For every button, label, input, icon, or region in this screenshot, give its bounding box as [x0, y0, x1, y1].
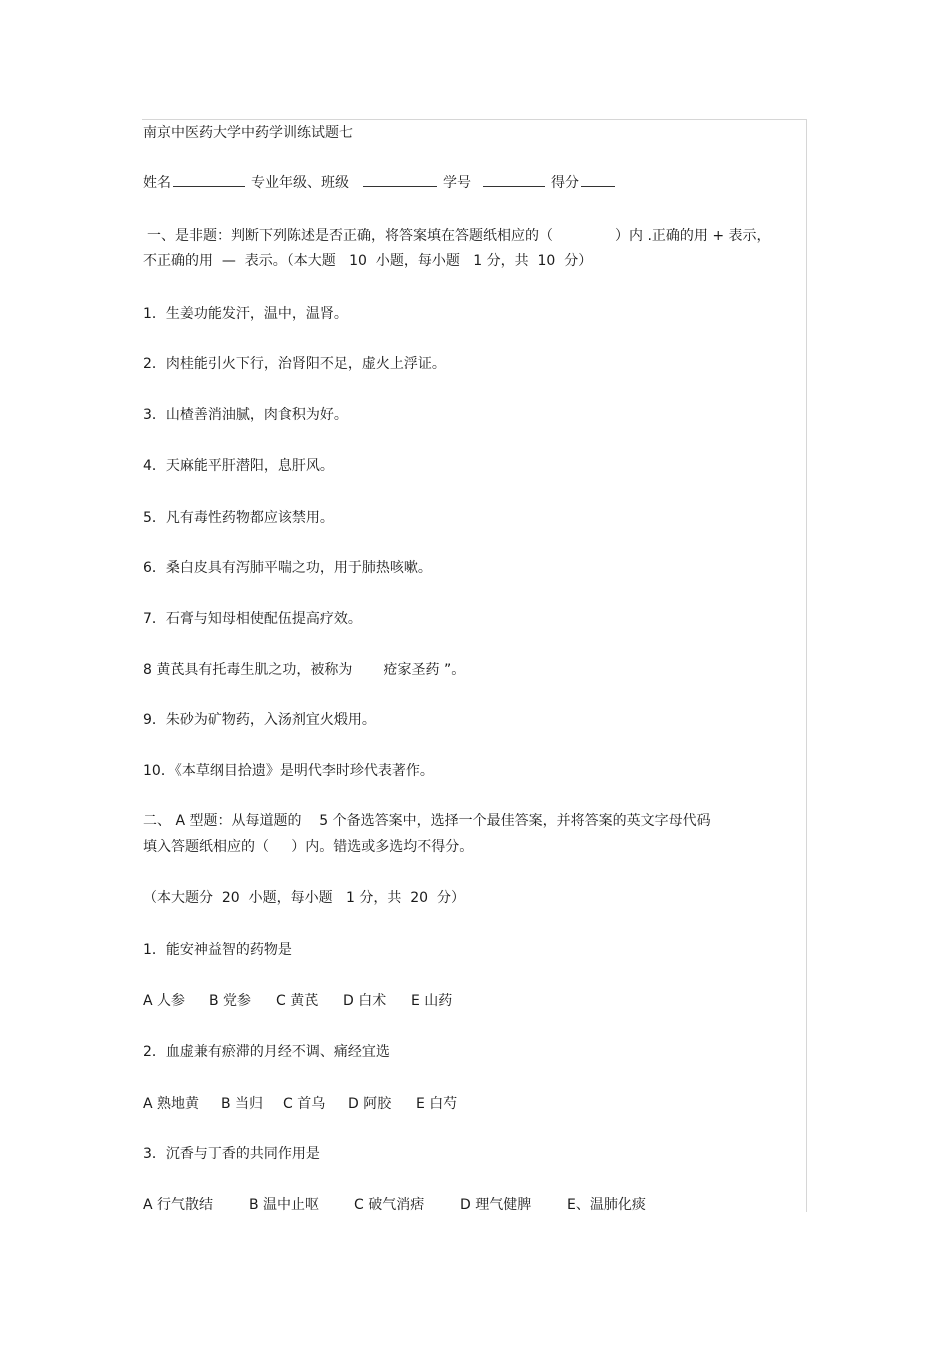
section1-instruction-line1: 一、是非题：判断下列陈述是否正确，将答案填在答题纸相应的（ ）内 .正确的用 + 表示， [147, 228, 771, 244]
id-blank[interactable] [483, 173, 545, 187]
section2-instruction-line1: 二、 A 型题：从每道题的 5 个备选答案中，选择一个最佳答案，并将答案的英文字母代码 [143, 813, 711, 829]
q3-option-b[interactable]: B 温中止呕 [249, 1197, 320, 1213]
section2-instruction-line2: 填入答题纸相应的（ ）内。错选或多选均不得分。 [143, 839, 474, 855]
q1-option-e[interactable]: E 山药 [411, 993, 453, 1009]
question-2-stem: 2．血虚兼有瘀滞的月经不调、痛经宜选 [143, 1044, 390, 1060]
q2-option-a[interactable]: A 熟地黄 [143, 1096, 200, 1112]
q1-option-d[interactable]: D 白术 [343, 993, 387, 1009]
exam-title: 南京中医药大学中药学训练试题七 [143, 125, 353, 141]
q1-option-b[interactable]: B 党参 [209, 993, 252, 1009]
tf-item-9: 9．朱砂为矿物药，入汤剂宜火煅用。 [143, 712, 376, 728]
major-label: 专业年级、班级 [251, 175, 349, 191]
question-3-stem: 3．沉香与丁香的共同作用是 [143, 1146, 320, 1162]
section1-instruction-line2: 不正确的用 — 表示。（本大题 10 小题，每小题 1 分，共 10 分） [143, 253, 593, 269]
tf-item-7: 7．石膏与知母相使配伍提高疗效。 [143, 611, 362, 627]
q1-option-c[interactable]: C 黄芪 [276, 993, 319, 1009]
tf-item-6: 6．桑白皮具有泻肺平喘之功，用于肺热咳嗽。 [143, 560, 432, 576]
tf-item-2: 2．肉桂能引火下行，治肾阳不足，虚火上浮证。 [143, 356, 446, 372]
q3-option-c[interactable]: C 破气消痞 [354, 1197, 425, 1213]
tf-item-1: 1．生姜功能发汗，温中，温肾。 [143, 306, 348, 322]
q3-option-e[interactable]: E、温肺化痰 [567, 1197, 646, 1213]
tf-item-3: 3．山楂善消油腻，肉食积为好。 [143, 407, 348, 423]
score-label: 得分 [551, 175, 579, 191]
tf-item-10: 10．《本草纲目拾遗》是明代李时珍代表著作。 [143, 763, 434, 779]
q2-option-d[interactable]: D 阿胶 [348, 1096, 392, 1112]
tf-item-5: 5．凡有毒性药物都应该禁用。 [143, 510, 334, 526]
tf-item-8: 8 黄芪具有托毒生肌之功，被称为 疮家圣药 ”。 [143, 662, 466, 678]
q1-option-a[interactable]: A 人参 [143, 993, 186, 1009]
section2-instruction-line3: （本大题分 20 小题，每小题 1 分，共 20 分） [143, 890, 465, 906]
q3-option-d[interactable]: D 理气健脾 [460, 1197, 532, 1213]
name-blank[interactable] [173, 173, 245, 187]
question-1-stem: 1．能安神益智的药物是 [143, 942, 292, 958]
major-blank[interactable] [363, 173, 437, 187]
q2-option-c[interactable]: C 首乌 [283, 1096, 326, 1112]
student-info-row [143, 173, 615, 192]
q3-option-a[interactable]: A 行气散结 [143, 1197, 214, 1213]
tf-item-4: 4．天麻能平肝潜阳，息肝风。 [143, 458, 334, 474]
score-blank[interactable] [581, 173, 615, 187]
q2-option-e[interactable]: E 白芍 [416, 1096, 458, 1112]
name-label: 姓名 [143, 175, 171, 191]
q2-option-b[interactable]: B 当归 [221, 1096, 264, 1112]
id-label: 学号 [443, 175, 471, 191]
